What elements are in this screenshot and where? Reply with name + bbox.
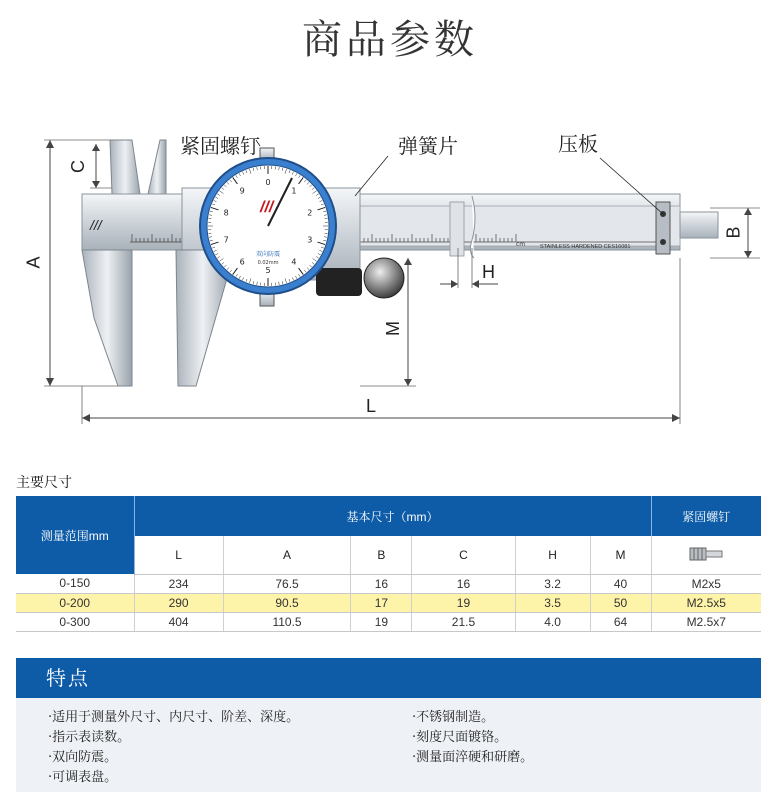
dial-number: 2 <box>307 208 313 218</box>
screw-image-cell <box>651 536 761 574</box>
dial-number: 1 <box>291 186 297 196</box>
dial-number: 5 <box>265 266 271 275</box>
callout-spring: 弹簧片 <box>398 134 458 158</box>
scale-unit: cm <box>516 241 526 248</box>
features-panel <box>16 658 761 792</box>
cell-m: 64 <box>590 612 651 631</box>
dial-number: 0 <box>265 178 271 187</box>
dial-number: 7 <box>223 235 229 245</box>
caliper-diagram <box>20 118 760 438</box>
callout-screw: 紧固螺钉 <box>180 134 260 158</box>
cell-l: 404 <box>134 612 223 631</box>
cell-m: 50 <box>590 593 651 612</box>
cell-a: 90.5 <box>223 593 351 612</box>
basic-size-header: 基本尺寸（mm） <box>134 496 651 536</box>
dim-label-a: A <box>23 256 44 269</box>
dim-label-b: B <box>723 226 744 239</box>
svg-text:///: /// <box>260 199 274 216</box>
cell-screw: M2.5x7 <box>651 612 761 631</box>
cell-screw: M2.5x5 <box>651 593 761 612</box>
col-header-b: B <box>351 536 412 574</box>
cell-a: 110.5 <box>223 612 351 631</box>
cell-b: 17 <box>351 593 412 612</box>
dial-number: 8 <box>223 208 229 218</box>
cell-range: 0-300 <box>16 612 134 631</box>
feature-item: ·双向防震。 <box>48 750 118 765</box>
feature-item: ·可调表盘。 <box>48 770 118 785</box>
table-row <box>16 593 761 612</box>
feature-item: ·刻度尺面镀铬。 <box>412 730 508 745</box>
table-row <box>16 612 761 631</box>
feature-item: ·不锈钢制造。 <box>412 710 495 725</box>
features-left-list <box>48 708 299 788</box>
dial-number: 9 <box>239 186 245 196</box>
cell-b: 19 <box>351 612 412 631</box>
caliper-drawing <box>20 118 760 438</box>
screw-header: 紧固螺钉 <box>651 496 761 536</box>
cell-h: 3.5 <box>515 593 590 612</box>
col-header-c: C <box>412 536 515 574</box>
dim-label-c: C <box>68 160 88 173</box>
dial-brand: 双向防震 <box>255 251 281 258</box>
feature-item: ·测量面淬硬和研磨。 <box>412 750 534 765</box>
col-header-a: A <box>223 536 351 574</box>
cell-range: 0-150 <box>16 574 134 593</box>
table-row <box>16 574 761 593</box>
dim-label-l: L <box>366 396 377 416</box>
table-caption: 主要尺寸 <box>16 475 72 491</box>
dim-label-m: M <box>383 321 403 336</box>
page-title: 商品参数 <box>302 17 478 63</box>
col-header-l: L <box>134 536 223 574</box>
cell-l: 234 <box>134 574 223 593</box>
dial-number: 4 <box>291 257 297 267</box>
cell-h: 4.0 <box>515 612 590 631</box>
feature-item: ·适用于测量外尺寸、内尺寸、阶差、深度。 <box>48 710 300 725</box>
features-right-list <box>412 708 533 768</box>
col-header-h: H <box>515 536 590 574</box>
screw-icon <box>686 540 726 566</box>
dim-label-h: H <box>482 262 495 282</box>
callout-plate: 压板 <box>558 132 598 156</box>
cell-m: 40 <box>590 574 651 593</box>
features-title: 特点 <box>16 658 761 698</box>
feature-item: ·指示表读数。 <box>48 730 131 745</box>
dial-number: 6 <box>239 257 245 267</box>
svg-text:///: /// <box>90 217 102 233</box>
cell-c: 19 <box>412 593 515 612</box>
cell-h: 3.2 <box>515 574 590 593</box>
scale-engraving: STAINLESS HARDENED CES16081 <box>540 244 631 250</box>
cell-c: 16 <box>412 574 515 593</box>
spec-table <box>16 496 761 632</box>
cell-l: 290 <box>134 593 223 612</box>
cell-screw: M2x5 <box>651 574 761 593</box>
cell-c: 21.5 <box>412 612 515 631</box>
dial-number: 3 <box>307 235 313 245</box>
cell-range: 0-200 <box>16 593 134 612</box>
range-header: 测量范围mm <box>16 496 134 574</box>
cell-b: 16 <box>351 574 412 593</box>
col-header-m: M <box>590 536 651 574</box>
cell-a: 76.5 <box>223 574 351 593</box>
dial-resolution: 0.02mm <box>257 260 279 266</box>
